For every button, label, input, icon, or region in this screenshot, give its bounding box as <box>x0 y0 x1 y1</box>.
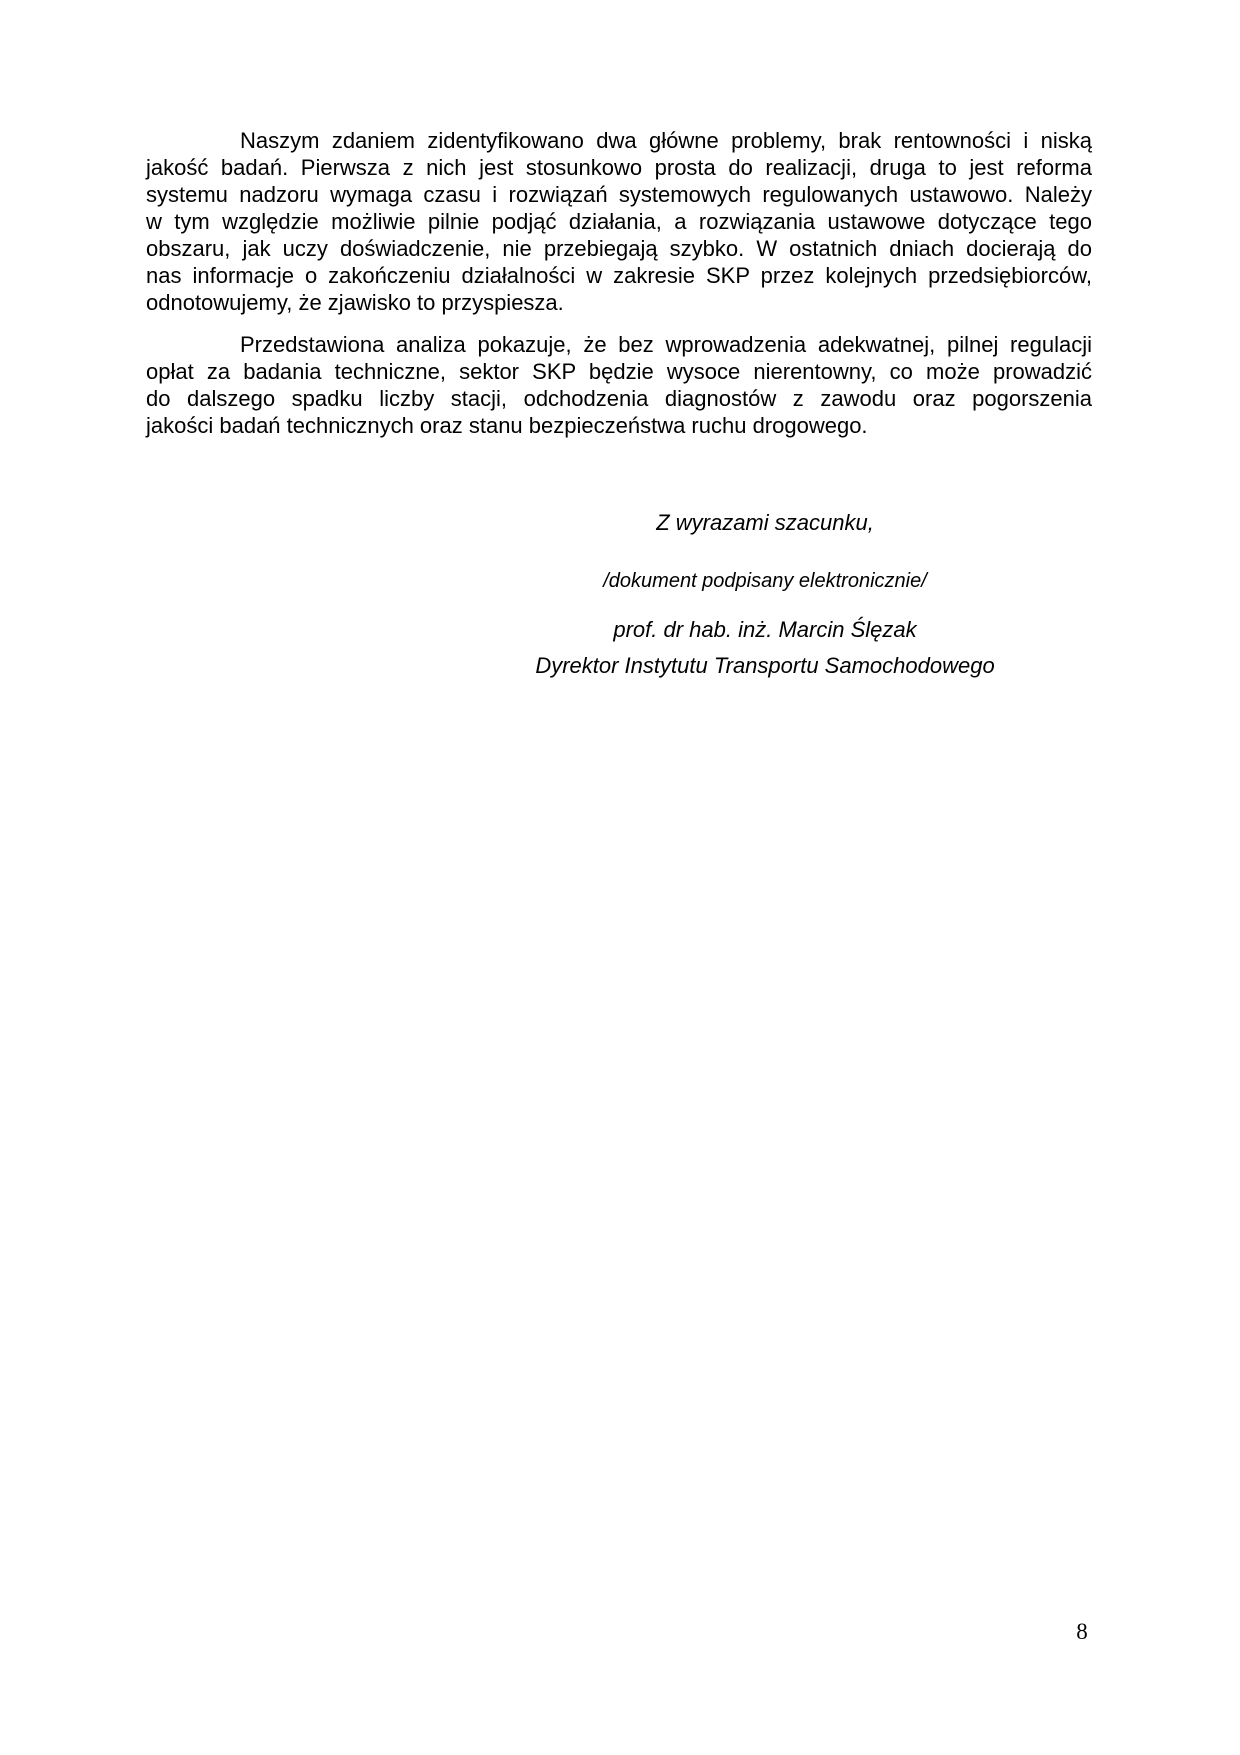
paragraph-line: opłat za badania techniczne, sektor SKP będzie wysoce nierentowny, co może prowadzić <box>146 359 1092 384</box>
paragraph <box>146 331 1092 439</box>
paragraph-line: do dalszego spadku liczby stacji, odchodzenia diagnostów z zawodu oraz pogorszenia <box>146 386 1092 411</box>
letter-body <box>146 127 1092 439</box>
paragraph-line: Naszym zdaniem zidentyfikowano dwa główne problemy, brak rentowności i niską <box>240 128 1092 153</box>
paragraph <box>146 127 1092 316</box>
signer-name: prof. dr hab. inż. Marcin Ślęzak <box>613 617 917 642</box>
signer-title: Dyrektor Instytutu Transportu Samochodowego <box>535 653 995 678</box>
closing-salutation: Z wyrazami szacunku, <box>656 510 874 535</box>
paragraph-line: nas informacje o zakończeniu działalności w zakresie SKP przez kolejnych przedsiębiorców, <box>146 263 1092 288</box>
paragraph-line: jakość badań. Pierwsza z nich jest stosunkowo prosta do realizacji, druga to jest reforma <box>146 155 1092 180</box>
paragraph-line: systemu nadzoru wymaga czasu i rozwiązań systemowych regulowanych ustawowo. Należy <box>146 182 1092 207</box>
paragraph-line: jakości badań technicznych oraz stanu bezpieczeństwa ruchu drogowego. <box>146 413 868 438</box>
esignature-note: /dokument podpisany elektronicznie/ <box>603 570 927 592</box>
page-number: 8 <box>1076 1619 1088 1644</box>
paragraph-line: Przedstawiona analiza pokazuje, że bez wprowadzenia adekwatnej, pilnej regulacji <box>240 332 1092 357</box>
paragraph-line: w tym względzie możliwie pilnie podjąć działania, a rozwiązania ustawowe dotyczące tego <box>146 209 1092 234</box>
paragraph-line: odnotowujemy, że zjawisko to przyspiesza. <box>146 290 564 315</box>
paragraph-line: obszaru, jak uczy doświadczenie, nie przebiegają szybko. W ostatnich dniach docierają do <box>146 236 1092 261</box>
